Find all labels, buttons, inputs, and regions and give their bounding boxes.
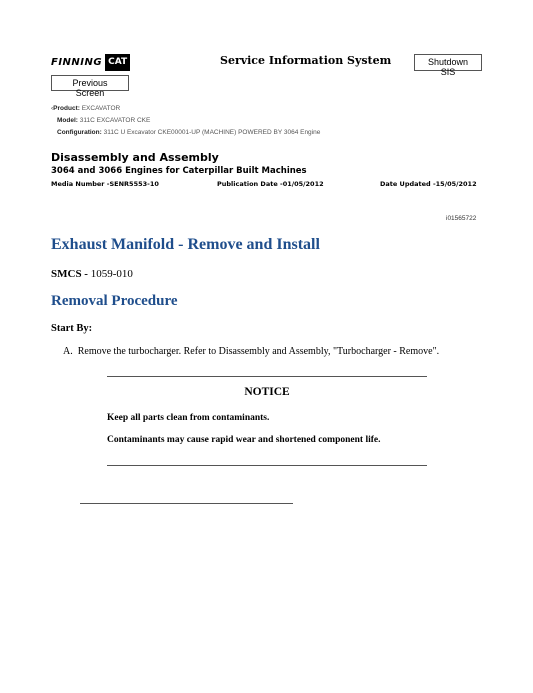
finning-logo-text: FINNING [51, 56, 103, 68]
media-number: Media Number -SENR5553-10 [51, 180, 159, 188]
previous-screen-button[interactable]: Previous Screen [51, 75, 129, 91]
publication-date: Publication Date -01/05/2012 [217, 180, 324, 188]
page-title: Service Information System [220, 54, 392, 67]
notice-heading: NOTICE [244, 386, 290, 398]
date-updated: Date Updated -15/05/2012 [380, 180, 477, 188]
product-label: Product: [53, 105, 80, 112]
section-heading: Disassembly and Assembly [51, 151, 219, 164]
notice-line-2: Contaminants may cause rapid wear and shortened component life. [107, 435, 381, 445]
document-id: i01565722 [446, 215, 477, 222]
procedure-title: Exhaust Manifold - Remove and Install [51, 236, 320, 253]
notice-line-1: Keep all parts clean from contaminants. [107, 413, 270, 423]
step-a-letter: A. [63, 346, 73, 357]
step-a [63, 346, 439, 357]
model-value: 311C EXCAVATOR CKE [79, 117, 151, 124]
section-divider [80, 503, 293, 504]
back-arrow-icon: ‹ [51, 105, 54, 112]
configuration-value: 311C U Excavator CKE00001-UP (MACHINE) POWERED BY 3064 Engine [103, 129, 321, 136]
product-line [51, 105, 120, 112]
notice-top-rule [107, 376, 427, 377]
smcs-line [51, 268, 133, 280]
product-value: EXCAVATOR [81, 105, 121, 112]
configuration-label: Configuration: [57, 129, 102, 136]
configuration-line [57, 129, 320, 136]
smcs-label: SMCS - [51, 268, 88, 280]
smcs-value: 1059-010 [90, 268, 133, 280]
model-line [57, 117, 150, 124]
notice-bottom-rule [107, 465, 427, 466]
finning-cat-logo [51, 53, 130, 71]
start-by-label: Start By: [51, 323, 93, 334]
model-label: Model: [57, 117, 78, 124]
shutdown-sis-button[interactable]: Shutdown SIS [414, 54, 482, 71]
manual-subtitle: 3064 and 3066 Engines for Caterpillar Built Machines [51, 166, 307, 176]
step-a-text: Remove the turbocharger. Refer to Disassembly and Assembly, "Turbocharger - Remove". [77, 346, 440, 357]
removal-procedure-heading: Removal Procedure [51, 293, 178, 309]
cat-logo-badge: CAT [105, 54, 130, 71]
